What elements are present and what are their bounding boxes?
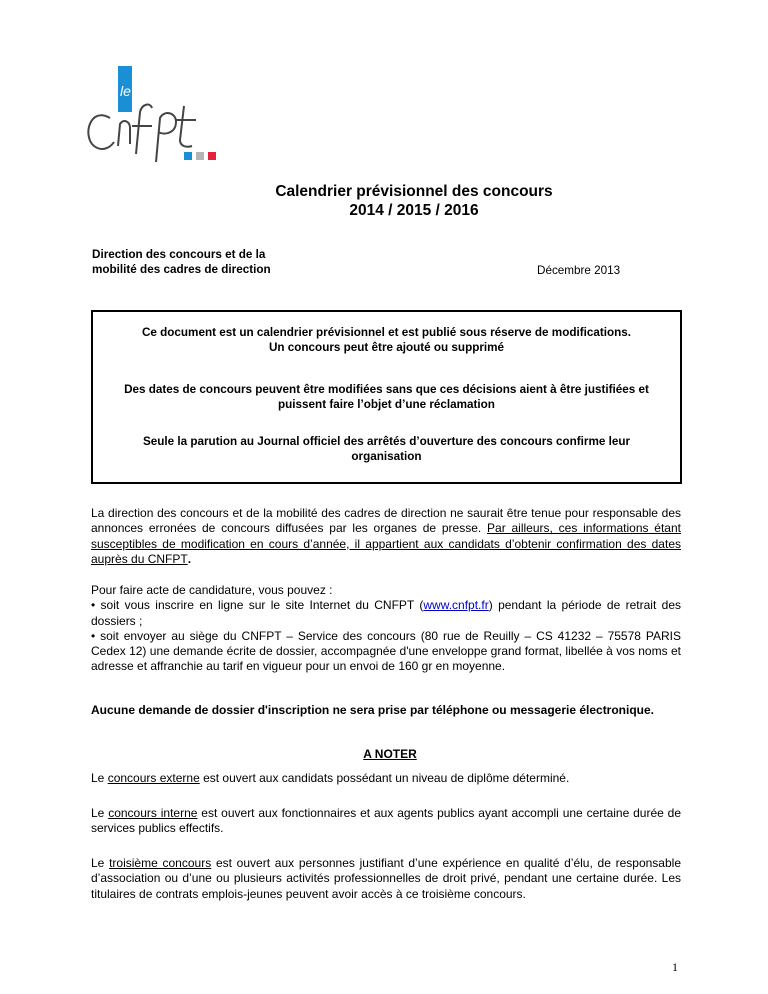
cnfpt-logo bbox=[80, 66, 250, 170]
paragraph-responsibility: La direction des concours et de la mobilité des cadres de direction ne saurait être tenue pour responsable des annonces erronées de concours diffusées par les organes de presse. Par ailleurs, ces informations étant susceptibles de modification en cours d’année, il appartient aux candidats d’obtenir confirmation des dates auprès du CNFPT. bbox=[91, 506, 681, 566]
logo-grey-square bbox=[196, 152, 204, 160]
disclaimer-line-2: Des dates de concours peuvent être modifiées sans que ces décisions aient à être justifiées et puissent faire l’objet d’une réclamation bbox=[124, 383, 649, 411]
paragraph-external-exam: Le concours externe est ouvert aux candidats possédant un niveau de diplôme déterminé. bbox=[91, 771, 570, 785]
document-years: 2014 / 2015 / 2016 bbox=[349, 202, 479, 219]
logo-blue-square bbox=[184, 152, 192, 160]
paragraph-application: Pour faire acte de candidature, vous pouvez : • soit vous inscrire en ligne sur le site Internet du CNFPT (www.cnfpt.fr) pendant la période de retrait des dossiers ; • soit envoyer au siège du CNFPT – Service des concours (80 rue de Reuilly – CS 41232 – 75578 PARIS Cedex 12) une demande écrite de dossier, accompagnée d'une enveloppe grand format, libellée à vos noms et adresse et affranchie au tarif en vigueur pour un envoi de 160 gr en moyenne. bbox=[91, 583, 681, 674]
disclaimer-line-1: Ce document est un calendrier prévisionnel et est publié sous réserve de modifications. Un concours peut être ajouté ou supprimé bbox=[141, 326, 632, 354]
svg-text:le: le bbox=[120, 83, 131, 99]
logo-red-square bbox=[208, 152, 216, 160]
paragraph-internal-exam: Le concours interne est ouvert aux fonctionnaires et aux agents publics ayant accompli une certaine durée de services publics effectifs. bbox=[91, 806, 682, 836]
paragraph-third-exam: Le troisième concours est ouvert aux personnes justifiant d’une expérience en qualité d’élu, de responsable d’association ou d’une ou plusieurs activités professionnelles de droit privé, pendant une certaine durée. Les titulaires de contrats emplois-jeunes peuvent avoir accès à ce troisième concours. bbox=[91, 856, 681, 901]
disclaimer-box bbox=[91, 310, 682, 484]
cnfpt-website-link[interactable]: www.cnfpt.fr bbox=[423, 598, 489, 613]
note-heading: A NOTER bbox=[363, 747, 417, 761]
page-number: 1 bbox=[672, 960, 678, 974]
document-title: Calendrier prévisionnel des concours bbox=[275, 183, 553, 200]
paragraph-no-phone-requests: Aucune demande de dossier d'inscription ne sera prise par téléphone ou messagerie électronique. bbox=[91, 703, 655, 717]
department-name: Direction des concours et de la mobilité des cadres de direction bbox=[92, 248, 271, 276]
document-date: Décembre 2013 bbox=[537, 264, 621, 277]
disclaimer-line-3: Seule la parution au Journal officiel des arrêtés d’ouverture des concours confirme leur organisation bbox=[142, 435, 631, 463]
